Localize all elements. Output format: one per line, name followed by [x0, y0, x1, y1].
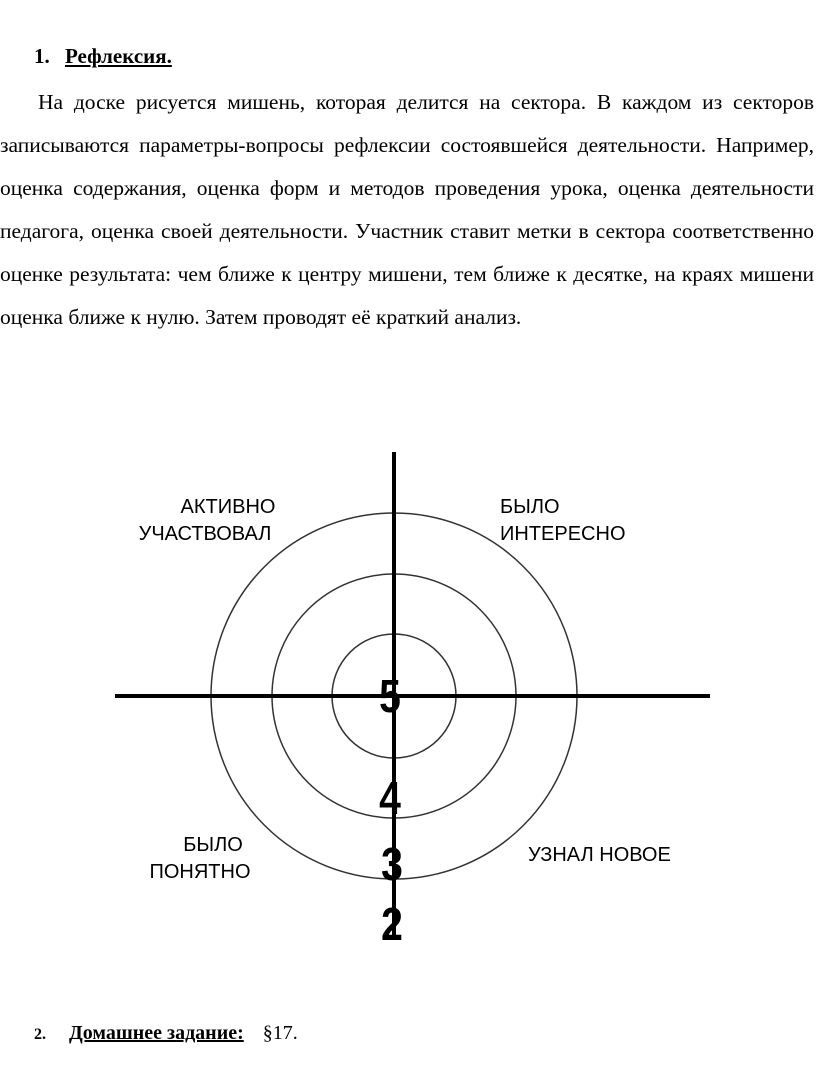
target-svg [0, 430, 816, 970]
label-top-right-line2: ИНТЕРЕСНО [500, 523, 626, 545]
score-4: 4 [379, 773, 401, 825]
section-2-heading [34, 1022, 298, 1045]
label-bottom-left-line1: БЫЛО [183, 834, 243, 856]
label-top-right-line1: БЫЛО [500, 496, 560, 518]
label-bottom-left-line2: ПОНЯТНО [149, 861, 251, 883]
section-1-heading [34, 44, 172, 69]
score-5: 5 [379, 671, 401, 723]
label-top-left-line1: АКТИВНО [180, 496, 276, 518]
description-paragraph [0, 81, 814, 339]
paragraph-text: На доске рисуется мишень, которая делится на сектора. В каждом из секторов записываются параметры-вопросы рефлексии состоявшейся деятельности. Например, оценка содержания, оценка форм и методов проведения урока, оценка деятельности педагога, оценка своей деятельности. Участник ставит метки в сектора соответственно оценке результата: чем ближе к центру мишени, тем ближе к десятке, на краях мишени оценка ближе к нулю. Затем проводят её краткий анализ. [0, 90, 814, 329]
section-1-title: Рефлексия. [65, 44, 172, 68]
homework-value: §17. [262, 1022, 298, 1044]
reflection-target-diagram [0, 430, 816, 970]
label-bottom-right: УЗНАЛ НОВОЕ [528, 844, 671, 866]
section-1-number: 1. [34, 44, 50, 68]
score-3: 3 [381, 839, 403, 891]
label-top-left-line2: УЧАСТВОВАЛ [138, 523, 272, 545]
score-2: 2 [381, 899, 403, 951]
section-2-number: 2. [34, 1026, 46, 1043]
section-2-title: Домашнее задание: [69, 1022, 244, 1044]
